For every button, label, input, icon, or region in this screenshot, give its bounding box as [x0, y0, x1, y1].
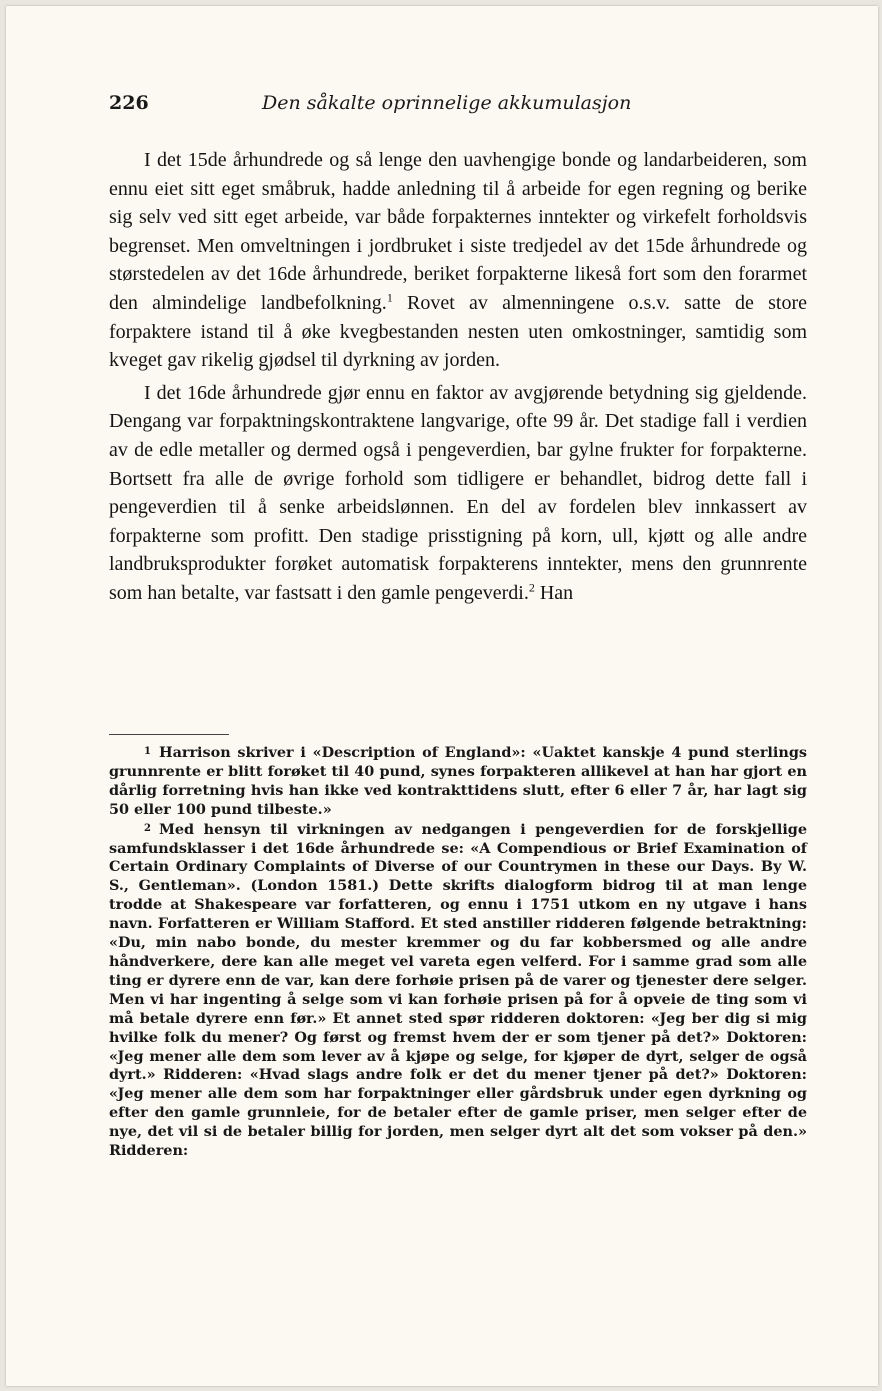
paragraph	[109, 379, 807, 608]
main-text	[109, 146, 807, 608]
running-head	[109, 92, 809, 122]
paragraph-text: Rovet av almenningene o.s.v. satte de store forpaktere istand til å øke kvegbestanden nesten uten omkostninger, samtidig som kveget gav rikelig gjødsel til dyrkning av jorden.	[109, 291, 808, 372]
paragraph-text: I det 16de århundrede gjør ennu en faktor av avgjørende betydning sig gjeldende. Dengang var forpaktningskontraktene langvarige, ofte 99 år. Det stadige fall i verdien av de edle metaller og dermed også i pengeverdien, bar gylne frukter for forpakterne. Bortsett fra alle de øvrige forhold som tidligere er behandlet, bidrog dette fall i pengeverdien til å senke arbeidslønnen. En del av fordelen blev innkassert av forpakterne som profitt. Den stadige prisstigning på korn, ull, kjøtt og alle andre landbruksprodukter forøket automatisk forpakterens inntekter, mens den grunnrente som han betalte, var fastsatt i den gamle pengeverdi.	[109, 381, 807, 604]
book-page	[6, 6, 878, 1386]
footnote	[109, 820, 807, 1161]
footnote-marker: 2	[144, 822, 151, 834]
footnote-text: Med hensyn til virkningen av nedgangen i pengeverdien for de forskjellige samfundsklasser i det 16de århundrede se: «A Compendious or Brief Examination of Certain Ordinary Complaints of Diverse of our Countrymen in these our Days. By W. S., Gentleman». (London 1581.) Dette skrifts dialogform bidrog til at man lenge trodde at Shakespeare var forfatteren, og ennu i 1751 utkom en ny utgave i hans navn. Forfatteren er William Stafford. Et sted anstiller ridderen følgende betraktning: «Du, min nabo bonde, du mester kremmer og du far kobbersmed og alle andre håndverkere, dere kan alle meget vel vareta egen velferd. For i samme grad som alle ting er dyrere enn de var, kan dere forhøie prisen på de varer og tjenester dere selger. Men vi har ingenting å selge som vi kan forhøie prisen på for å opveie de ting som vi må betale dyrere enn før.» Et annet sted spør ridderen doktoren: «Jeg ber dig si mig hvilke folk du mener? Og først og fremst hvem der er som tjener på det?» Doktoren: «Jeg mener alle dem som lever av å kjøpe og selge, for kjøper de dyrt, selger de også dyrt.» Ridderen: «Hvad slags andre folk er det du mener tjener på det?» Doktoren: «Jeg mener alle dem som har forpaktninger eller gårdsbruk under egen dyrkning og efter den gamle grunnleie, for de betaler efter de gamle priser, men selger efter de nye, det vil si de betaler billig for jorden, men selger dyrt alt det som vokser på den.» Ridderen:	[109, 820, 807, 1160]
footnote-text: Harrison skriver i «Description of England»: «Uaktet kanskje 4 pund sterlings grunnrente er blitt forøket til 40 pund, synes forpakteren allikevel at han har gjort en dårlig forretning hvis han ikke ved kontrakttidens slutt, efter 6 eller 7 år, har lagt sig 50 eller 100 pund tilbeste.»	[109, 744, 807, 818]
footnote-marker: 1	[144, 746, 151, 757]
footnote-reference: 1	[386, 290, 393, 305]
footnote-divider	[109, 734, 229, 735]
paragraph-text: Han	[534, 581, 574, 604]
paragraph	[109, 146, 807, 375]
running-title: Den såkalte oprinnelige akkumulasjon	[262, 92, 632, 114]
page-number: 226	[109, 92, 149, 114]
footnote-reference: 2	[528, 580, 535, 595]
paragraph-text: I det 15de århundrede og så lenge den uavhengige bonde og landarbeideren, som ennu eiet sitt eget småbruk, hadde anledning til å arbeide for egen regning og berike sig selv ved sitt eget arbeide, var både forpakternes inntekter og virkefelt forholdsvis begrenset. Men omveltningen i jordbruket i siste tredjedel av det 15de århundrede og størstedelen av det 16de århundrede, beriket forpakterne likeså fort som den forarmet den almindelige landbefolkning.	[109, 149, 807, 314]
footnote	[109, 743, 807, 820]
footnotes	[109, 743, 807, 1161]
